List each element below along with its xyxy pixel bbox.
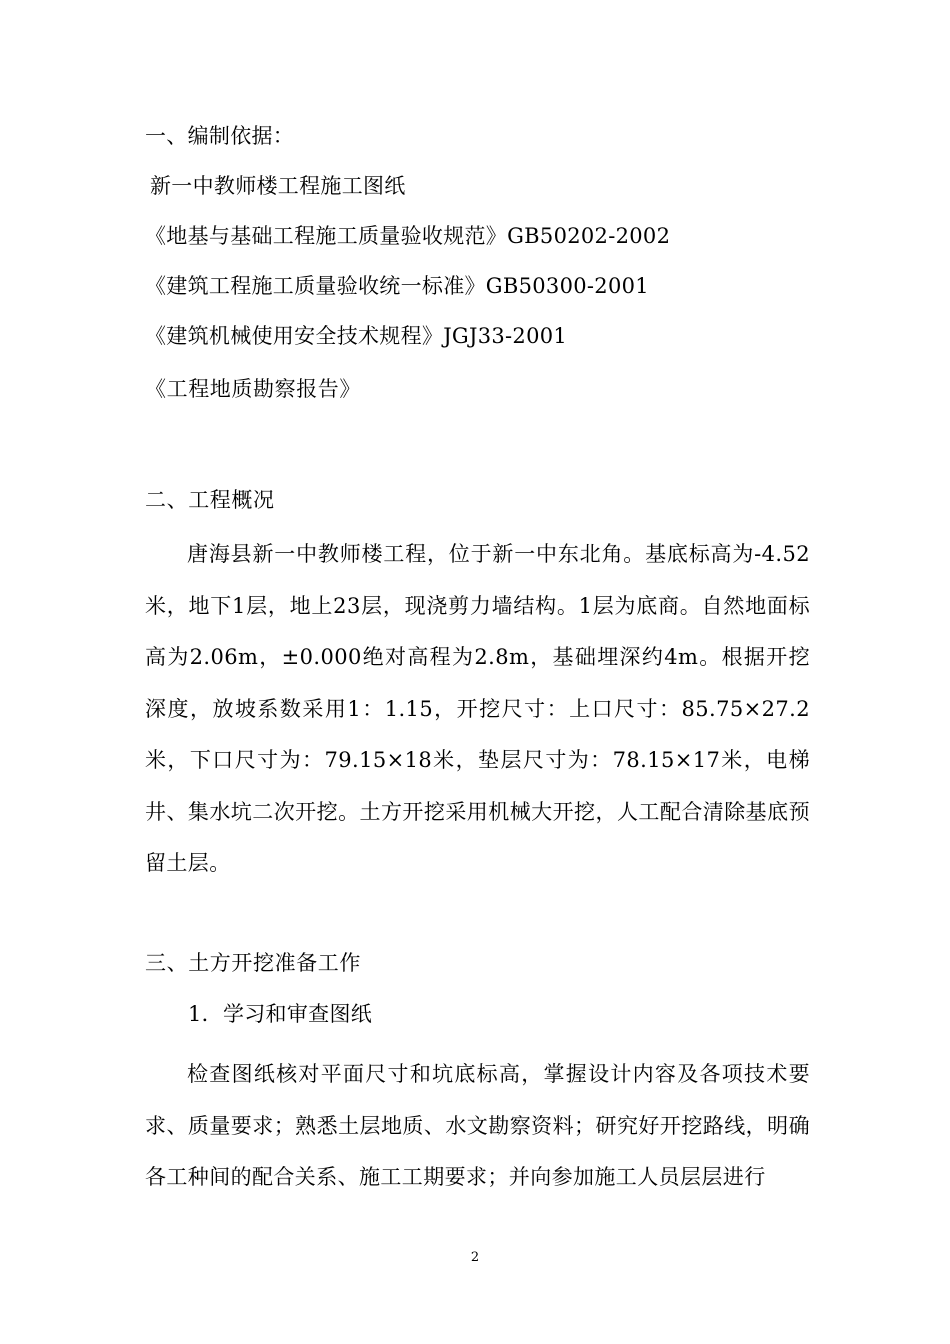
section-1-heading: 一、编制依据： xyxy=(145,124,295,148)
reference-item-5: 《工程地质勘察报告》 xyxy=(145,377,361,401)
section-2-heading: 二、工程概况 xyxy=(145,488,275,512)
reference-item-2: 《地基与基础工程施工质量验收规范》GB50202-2002 xyxy=(145,224,671,248)
reference-item-1: 新一中教师楼工程施工图纸 xyxy=(150,174,406,198)
section-3-heading: 三、土方开挖准备工作 xyxy=(145,951,361,975)
section-3-paragraph: 检查图纸核对平面尺寸和坑底标高，掌握设计内容及各项技术要求、质量要求；熟悉土层地质、水文勘察资料；研究好开挖路线，明确各工种间的配合关系、施工工期要求；并向参加施工人员层层进行 xyxy=(145,1062,810,1189)
page-number: 2 xyxy=(470,1250,480,1265)
section-3-subheading: 1．学习和审查图纸 xyxy=(188,1002,373,1026)
section-2-paragraph: 唐海县新一中教师楼工程，位于新一中东北角。基底标高为-4.52米，地下1层，地上23层，现浇剪力墙结构。1层为底商。自然地面标高为2.06m，±0.000绝对高程为2.8m，基础埋深约4m。根据开挖深度，放坡系数采用1：1.15，开挖尺寸：上口尺寸：85.75×27.2米，下口尺寸为：79.15×18米，垫层尺寸为：78.15×17米，电梯井、集水坑二次开挖。土方开挖采用机械大开挖，人工配合清除基底预留土层。 xyxy=(145,542,810,875)
reference-item-3: 《建筑工程施工质量验收统一标准》GB50300-2001 xyxy=(145,274,649,298)
reference-item-4: 《建筑机械使用安全技术规程》JGJ33-2001 xyxy=(145,324,568,348)
